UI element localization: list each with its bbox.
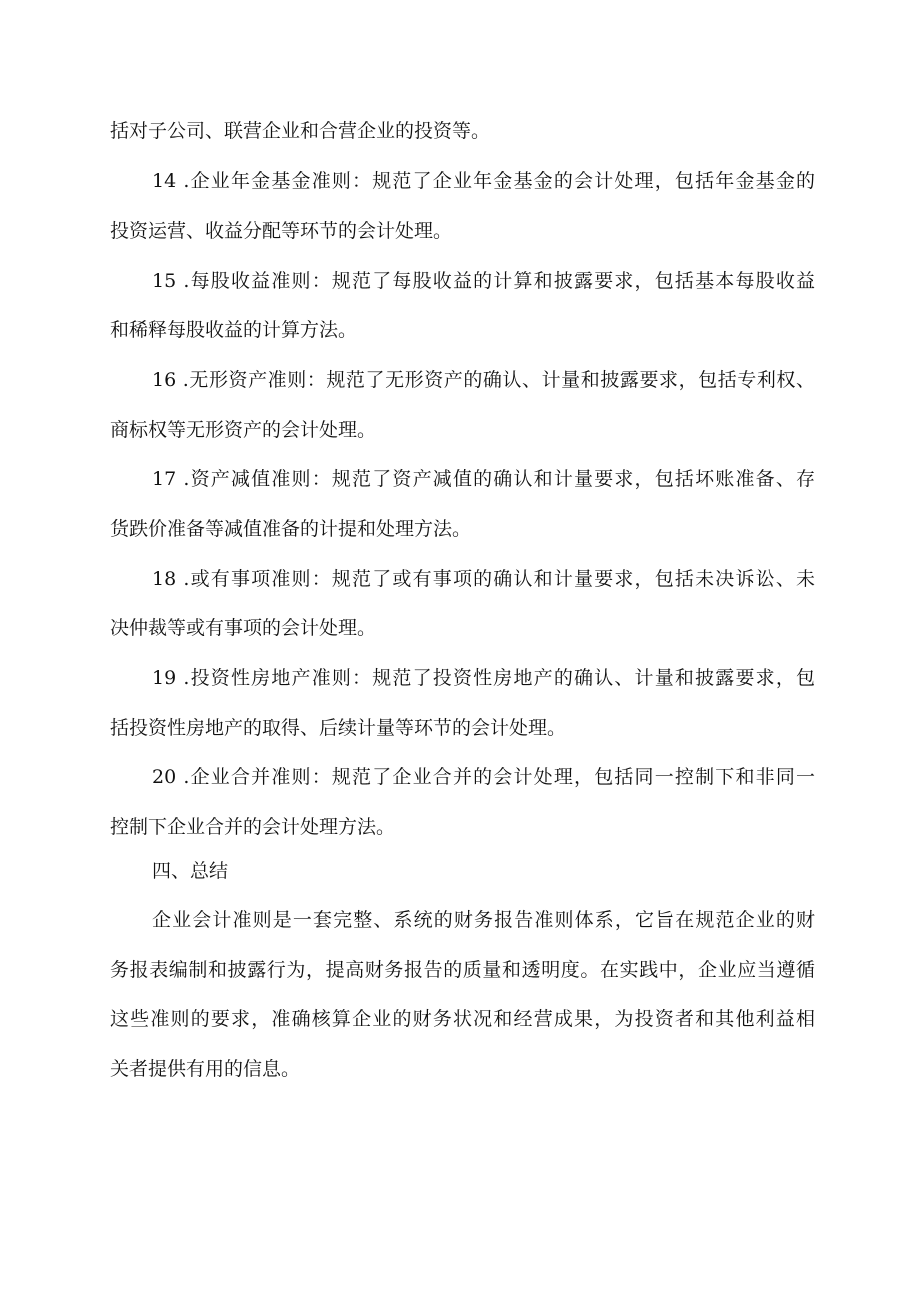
list-item-20-line-2: 控制下企业合并的会计处理方法。 <box>110 816 396 838</box>
list-item-15-line-1: 15 .每股收益准则：规范了每股收益的计算和披露要求，包括基本每股收益 <box>152 270 815 292</box>
list-item-19-line-2: 括投资性房地产的取得、后续计量等环节的会计处理。 <box>110 717 567 739</box>
list-item-19-line-1: 19 .投资性房地产准则：规范了投资性房地产的确认、计量和披露要求，包 <box>152 667 815 689</box>
summary-line-4: 关者提供有用的信息。 <box>110 1058 301 1080</box>
list-item-16-line-1: 16 .无形资产准则：规范了无形资产的确认、计量和披露要求，包括专利权、 <box>152 369 815 391</box>
summary-line-2: 务报表编制和披露行为，提高财务报告的质量和透明度。在实践中，企业应当遵循 <box>110 959 815 981</box>
list-item-17-line-2: 货跌价准备等减值准备的计提和处理方法。 <box>110 518 472 540</box>
list-item-14-line-2: 投资运营、收益分配等环节的会计处理。 <box>110 220 453 242</box>
list-item-16-line-2: 商标权等无形资产的会计处理。 <box>110 419 377 441</box>
summary-line-1: 企业会计准则是一套完整、系统的财务报告准则体系，它旨在规范企业的财 <box>152 909 815 931</box>
summary-line-3: 这些准则的要求，准确核算企业的财务状况和经营成果，为投资者和其他利益相 <box>110 1008 815 1030</box>
list-item-17-line-1: 17 .资产减值准则：规范了资产减值的确认和计量要求，包括坏账准备、存 <box>152 468 815 490</box>
list-item-20-line-1: 20 .企业合并准则：规范了企业合并的会计处理，包括同一控制下和非同一 <box>152 766 815 788</box>
list-item-14-line-1: 14 .企业年金基金准则：规范了企业年金基金的会计处理，包括年金基金的 <box>152 170 815 192</box>
list-item-18-line-2: 决仲裁等或有事项的会计处理。 <box>110 617 377 639</box>
section-heading: 四、总结 <box>152 860 229 882</box>
list-item-15-line-2: 和稀释每股收益的计算方法。 <box>110 319 358 341</box>
text-line: 括对子公司、联营企业和合营企业的投资等。 <box>110 120 491 142</box>
list-item-18-line-1: 18 .或有事项准则：规范了或有事项的确认和计量要求，包括未决诉讼、未 <box>152 568 815 590</box>
